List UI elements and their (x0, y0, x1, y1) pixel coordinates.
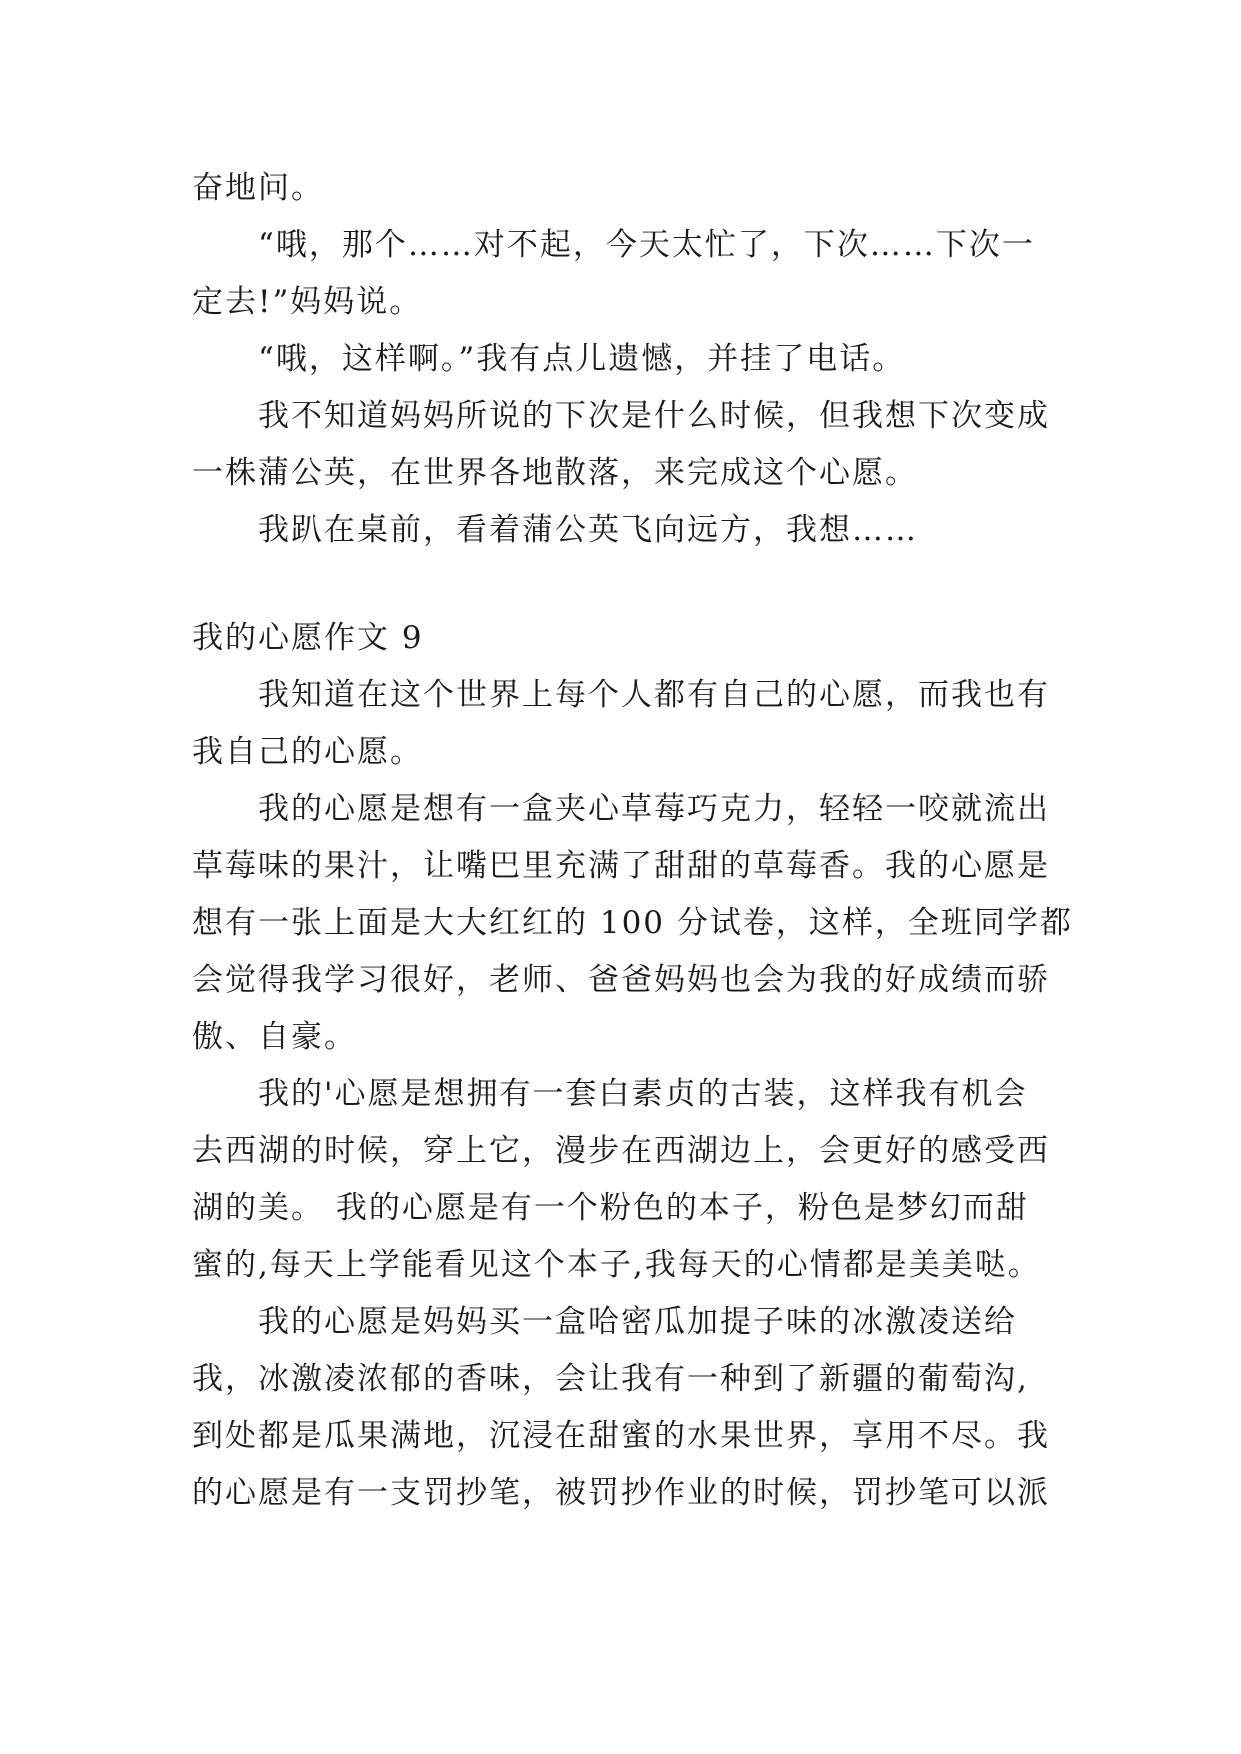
text-line: 一株蒲公英，在世界各地散落，来完成这个心愿。 (192, 455, 918, 491)
text-line: 我的心愿是想有一盒夹心草莓巧克力，轻轻一咬就流出 (258, 791, 1050, 827)
text-line: 我知道在这个世界上每个人都有自己的心愿，而我也有 (258, 677, 1050, 713)
text-line: “哦，那个……对不起，今天太忙了，下次……下次一 (258, 227, 1035, 263)
text-line: 我自己的心愿。 (192, 734, 423, 770)
text-line: 我的'心愿是想拥有一套白素贞的古装，这样我有机会 (258, 1076, 1028, 1112)
text-line: 奋地问。 (192, 170, 324, 206)
text-line: 到处都是瓜果满地，沉浸在甜蜜的水果世界，享用不尽。我 (192, 1418, 1050, 1454)
text-line: 的心愿是有一支罚抄笔，被罚抄作业的时候，罚抄笔可以派 (192, 1475, 1050, 1511)
text-line: 我趴在桌前，看着蒲公英飞向远方，我想…… (258, 512, 918, 548)
text-line: 我不知道妈妈所说的下次是什么时候，但我想下次变成 (258, 398, 1050, 434)
text-line: 想有一张上面是大大红红的 100 分试卷，这样，全班同学都 (192, 905, 1073, 941)
text-line: “哦，这样啊。”我有点儿遗憾，并挂了电话。 (258, 341, 906, 377)
text-line: 会觉得我学习很好，老师、爸爸妈妈也会为我的好成绩而骄 (192, 962, 1050, 998)
document-body (192, 160, 1072, 1522)
text-line: 去西湖的时候，穿上它，漫步在西湖边上，会更好的感受西 (192, 1133, 1050, 1169)
text-line: 蜜的,每天上学能看见这个本子,我每天的心情都是美美哒。 (192, 1247, 1041, 1283)
text-line: 湖的美。 我的心愿是有一个粉色的本子，粉色是梦幻而甜 (192, 1190, 1029, 1226)
text-line: 我，冰激凌浓郁的香味，会让我有一种到了新疆的葡萄沟, (192, 1361, 1029, 1397)
text-line: 傲、自豪。 (192, 1019, 357, 1055)
text-line: 我的心愿是妈妈买一盒哈密瓜加提子味的冰激凌送给 (258, 1304, 1017, 1340)
section-gap (192, 559, 1072, 610)
text-line: 草莓味的果汁，让嘴巴里充满了甜甜的草莓香。我的心愿是 (192, 848, 1050, 884)
text-line: 定去!”妈妈说。 (192, 284, 423, 320)
essay-heading: 我的心愿作文 9 (192, 620, 424, 656)
